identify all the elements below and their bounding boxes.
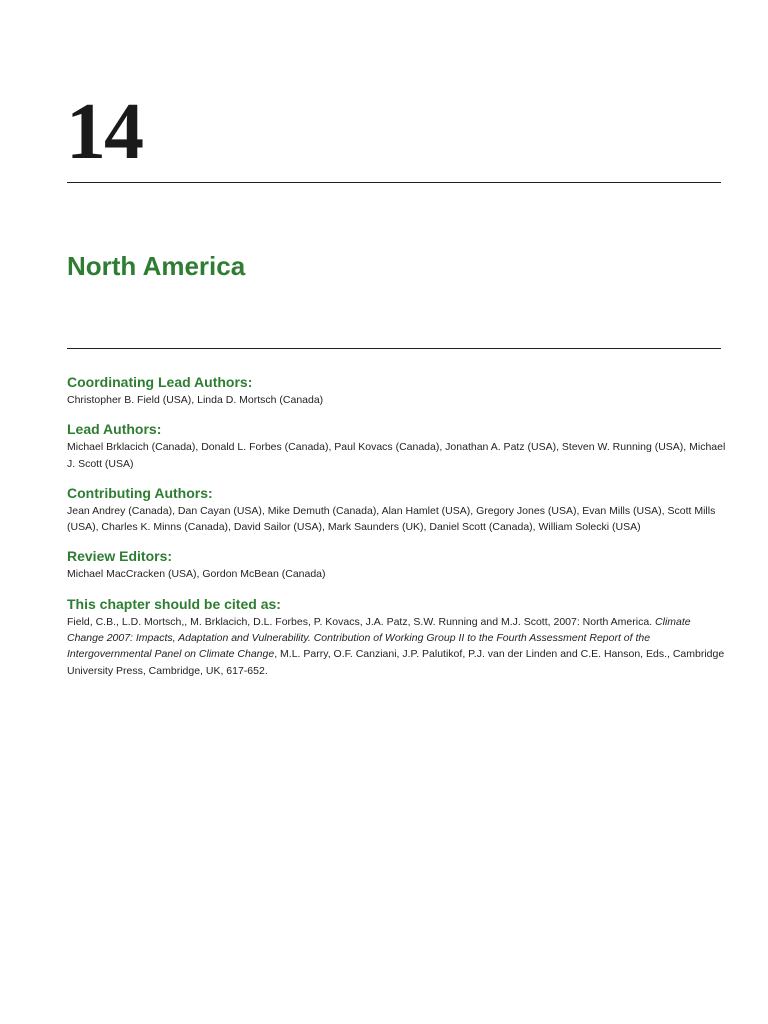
citation-italic-text: Change 2007: Impacts, Adaptation and Vulnerability. Contribution of Working Group II to the Fourth Assessment Report of the	[67, 632, 651, 645]
author-line: Christopher B. Field (USA), Linda D. Mortsch (Canada)	[67, 394, 324, 406]
citation-line	[67, 648, 670, 660]
citation-line	[67, 616, 691, 628]
review-editors-list	[67, 566, 727, 582]
citation-heading: This chapter should be cited as:	[67, 595, 281, 612]
author-line: Michael J. Scott (USA)	[67, 441, 726, 470]
contributing-authors-heading: Contributing Authors:	[67, 484, 213, 501]
author-line: Jean Andrey (Canada), Dan Cayan (USA), Mike Demuth (Canada), Alan Hamlet (USA), Gregory Jones (USA), Evan Mills (USA),	[67, 504, 665, 517]
citation-plain-text: , M.L. Parry, O.F. Canziani, J.P. Palutikof, P.J. van der Linden and C.E. Hanson, Eds.,	[274, 648, 670, 661]
chapter-number: 14	[66, 88, 142, 176]
citation-italic-text: Intergovernmental Panel on Climate Change	[67, 648, 275, 661]
top-divider	[67, 182, 721, 183]
author-line: Scott Mills (USA), Charles K. Minns (Canada), David Sailor (USA), Mark Saunders (UK), Daniel Scott (Canada), William Solecki (USA)	[67, 504, 716, 534]
coordinating-lead-authors-section	[67, 372, 727, 408]
contributing-authors-section	[67, 483, 727, 536]
lead-authors-list	[67, 439, 727, 472]
coordinating-lead-authors-heading: Coordinating Lead Authors:	[67, 374, 253, 390]
lead-authors-section	[67, 419, 727, 472]
chapter-title: North America	[67, 251, 246, 281]
author-line: Michael MacCracken (USA), Gordon McBean (Canada)	[67, 568, 326, 581]
lead-authors-heading: Lead Authors:	[67, 421, 162, 438]
author-line: Michael Brklacich (Canada), Donald L. Forbes (Canada), Paul Kovacs (Canada), Jonathan A. Patz (USA), Steven W. Running (USA),	[67, 441, 687, 454]
citation-italic-text: Climate	[655, 615, 691, 628]
citation-text	[67, 614, 727, 679]
contributing-authors-list	[67, 503, 727, 536]
citation-plain-text: Cambridge University Press, Cambridge, UK, 617-652.	[67, 648, 725, 677]
review-editors-section	[67, 546, 727, 582]
author-sections	[67, 372, 727, 690]
middle-divider	[67, 348, 721, 349]
review-editors-heading: Review Editors:	[67, 548, 173, 565]
coordinating-lead-authors-list	[67, 392, 727, 408]
citation-section	[67, 594, 727, 679]
citation-plain-text: Field, C.B., L.D. Mortsch,, M. Brklacich, D.L. Forbes, P. Kovacs, J.A. Patz, S.W. Running and M.J. Scott, 2007: North America.	[67, 615, 656, 628]
